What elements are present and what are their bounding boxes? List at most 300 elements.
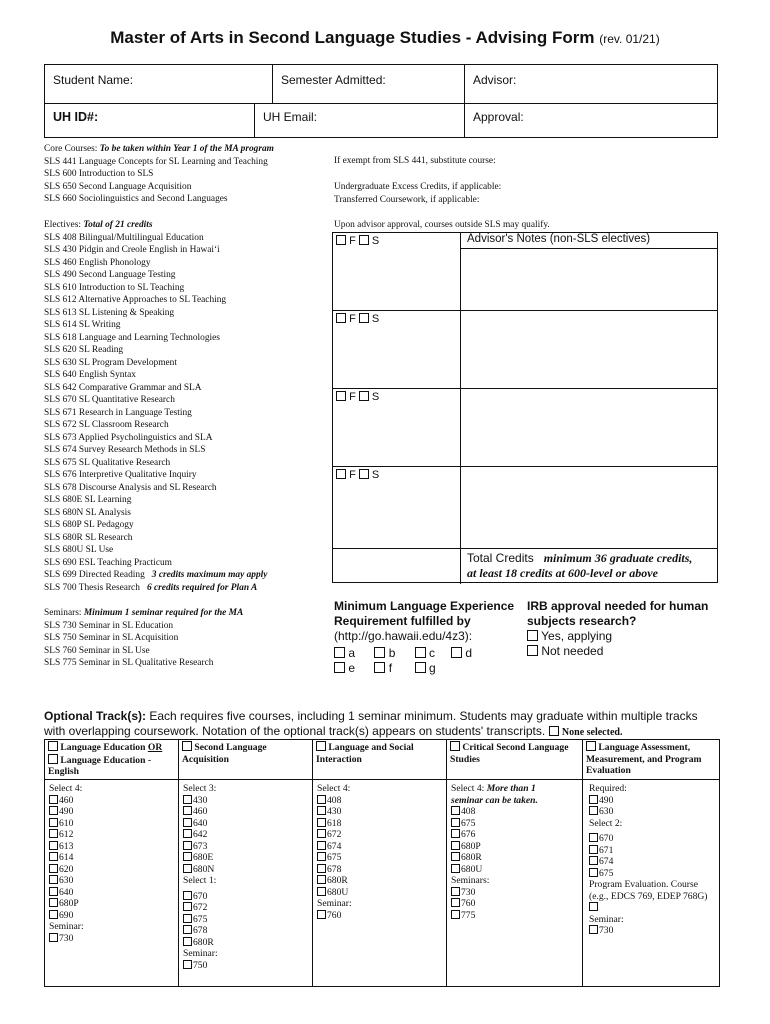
course-checkbox[interactable] bbox=[451, 818, 460, 827]
seminar-label: Seminar: bbox=[49, 921, 84, 932]
track-title-cont: Measurement, and Program bbox=[586, 753, 702, 765]
irb-yes-checkbox[interactable] bbox=[527, 630, 538, 641]
core-course: SLS 600 Introduction to SLS bbox=[44, 169, 154, 179]
option-g-checkbox[interactable] bbox=[415, 662, 426, 673]
course-number: 630 bbox=[59, 875, 74, 886]
irb-no-label: Not needed bbox=[541, 644, 604, 658]
course-number: 760 bbox=[461, 898, 476, 909]
uh-id-field[interactable]: UH ID#: bbox=[45, 103, 255, 137]
seminars-note: Minimum 1 seminar required for the MA bbox=[83, 608, 244, 618]
total-credits-note-1: minimum 36 graduate credits, bbox=[543, 551, 693, 565]
course-item bbox=[49, 933, 174, 945]
spring-label: S bbox=[371, 391, 380, 403]
course-checkbox[interactable] bbox=[317, 910, 326, 919]
seminar-label: Seminar: bbox=[589, 913, 624, 925]
course-item bbox=[317, 806, 442, 818]
total-credits-row bbox=[333, 549, 717, 584]
course-item bbox=[183, 960, 308, 972]
course-checkbox[interactable] bbox=[451, 829, 460, 838]
course-checkbox[interactable] bbox=[589, 833, 598, 842]
course-checkbox[interactable] bbox=[183, 806, 192, 815]
course-item bbox=[183, 829, 308, 841]
course-item bbox=[589, 806, 715, 818]
course-checkbox[interactable] bbox=[49, 864, 58, 873]
tracks-desc-1: Each requires five courses, including 1 seminar minimum. Students may graduate within multiple tracks bbox=[149, 709, 698, 723]
seminar-course: SLS 750 Seminar in SL Acquisition bbox=[44, 633, 179, 643]
notes-row-1-left bbox=[333, 233, 461, 310]
course-checkbox[interactable] bbox=[451, 841, 460, 850]
select-label: Select 4: bbox=[49, 783, 83, 794]
track-body bbox=[447, 783, 582, 921]
course-checkbox[interactable] bbox=[451, 864, 460, 873]
course-item bbox=[183, 806, 308, 818]
course-number: 673 bbox=[193, 840, 208, 852]
elective-course: SLS 680E SL Learning bbox=[44, 495, 132, 505]
course-item bbox=[317, 841, 442, 853]
spring-checkbox[interactable] bbox=[359, 469, 369, 479]
fall-checkbox[interactable] bbox=[336, 235, 346, 245]
course-number: 750 bbox=[193, 959, 208, 971]
elective-course: SLS 676 Interpretive Qualitative Inquiry bbox=[44, 470, 197, 480]
course-checkbox[interactable] bbox=[183, 864, 192, 873]
course-number: 612 bbox=[59, 829, 74, 840]
course-number: 430 bbox=[327, 806, 342, 817]
elective-course: SLS 430 Pidgin and Creole English in Hawaiʻi bbox=[44, 245, 220, 255]
course-item bbox=[183, 925, 308, 937]
course-number: 680U bbox=[461, 863, 483, 875]
elective-course: SLS 680R SL Research bbox=[44, 532, 133, 543]
track-language-education bbox=[45, 740, 179, 986]
elective-course: SLS 680N SL Analysis bbox=[44, 507, 131, 518]
fall-spring-checkboxes bbox=[336, 235, 379, 247]
course-checkbox[interactable] bbox=[451, 852, 460, 861]
course-checkbox[interactable] bbox=[183, 914, 192, 923]
course-item bbox=[317, 875, 442, 887]
course-number: 678 bbox=[327, 863, 342, 875]
course-number: 460 bbox=[59, 794, 74, 806]
thesis-note: 6 credits required for Plan A bbox=[146, 582, 258, 593]
fall-label: F bbox=[349, 391, 356, 403]
elective-course: SLS 618 Language and Learning Technologies bbox=[44, 332, 220, 343]
seminar-label: Seminar: bbox=[183, 948, 218, 959]
course-item bbox=[49, 795, 174, 807]
option-c-label: c bbox=[429, 646, 436, 660]
course-checkbox[interactable] bbox=[49, 933, 58, 942]
course-checkbox[interactable] bbox=[183, 937, 192, 946]
track-title-cont: English bbox=[48, 766, 79, 777]
track-title: Language Education - bbox=[60, 754, 152, 766]
select-label: Select 1: bbox=[183, 875, 217, 886]
notes-row-4 bbox=[333, 467, 717, 549]
semester-admitted-field[interactable]: Semester Admitted: bbox=[273, 65, 465, 103]
course-item bbox=[589, 795, 715, 807]
course-number: 408 bbox=[461, 806, 476, 817]
course-checkbox[interactable] bbox=[317, 887, 326, 896]
track-body bbox=[45, 783, 178, 944]
course-number: 671 bbox=[599, 844, 614, 856]
track-second-language-acquisition bbox=[179, 740, 313, 986]
course-number: 775 bbox=[461, 909, 476, 921]
course-item bbox=[49, 910, 174, 922]
option-d-checkbox[interactable] bbox=[451, 647, 462, 658]
program-eval-label: Program Evaluation. Course bbox=[589, 879, 698, 890]
course-checkbox[interactable] bbox=[183, 891, 192, 900]
spring-checkbox[interactable] bbox=[359, 235, 369, 245]
electives-note: Total of 21 credits bbox=[83, 220, 153, 230]
course-item bbox=[183, 795, 308, 807]
course-checkbox[interactable] bbox=[317, 852, 326, 861]
elective-course: SLS 680U SL Use bbox=[44, 545, 114, 555]
course-item bbox=[49, 806, 174, 818]
option-f-label: f bbox=[388, 661, 393, 675]
track-title: Second Language bbox=[194, 742, 267, 753]
notes-row-3 bbox=[333, 389, 717, 467]
course-number: 610 bbox=[59, 817, 74, 829]
spring-checkbox[interactable] bbox=[359, 391, 369, 401]
option-f-checkbox[interactable] bbox=[374, 662, 385, 673]
course-checkbox[interactable] bbox=[317, 829, 326, 838]
seminar-course: SLS 760 Seminar in SL Use bbox=[44, 645, 150, 656]
spring-checkbox[interactable] bbox=[359, 313, 369, 323]
course-checkbox[interactable] bbox=[317, 875, 326, 884]
course-item bbox=[49, 898, 174, 910]
page-title bbox=[0, 28, 770, 48]
course-checkbox[interactable] bbox=[183, 829, 192, 838]
course-item bbox=[183, 852, 308, 864]
irb-yes-label: Yes, applying bbox=[541, 629, 613, 643]
notes-row-4-left bbox=[333, 467, 461, 548]
course-checkbox[interactable] bbox=[49, 898, 58, 907]
course-number: 680N bbox=[193, 863, 215, 875]
course-number: 613 bbox=[59, 840, 74, 852]
course-item bbox=[589, 925, 715, 937]
fall-checkbox[interactable] bbox=[336, 469, 346, 479]
elective-course: SLS 610 Introduction to SL Teaching bbox=[44, 282, 185, 293]
course-item bbox=[317, 864, 442, 876]
fall-spring-checkboxes bbox=[336, 313, 379, 325]
course-item bbox=[49, 841, 174, 853]
program-eval-item bbox=[589, 902, 715, 914]
elective-course: SLS 673 Applied Psycholinguistics and SLA bbox=[44, 432, 213, 443]
course-number: 640 bbox=[193, 817, 208, 829]
student-name-field[interactable]: Student Name: bbox=[45, 65, 273, 103]
course-item bbox=[183, 864, 308, 876]
course-number: 430 bbox=[193, 794, 208, 806]
course-item bbox=[183, 891, 308, 903]
track-or: OR bbox=[147, 742, 163, 753]
course-item bbox=[451, 806, 578, 818]
course-number: 640 bbox=[59, 886, 74, 898]
tracks-table bbox=[44, 739, 720, 987]
track-title-cont: Acquisition bbox=[182, 753, 229, 765]
tracks-desc-2: with overlapping coursework. Notation of the optional track(s) appears on students' transcripts. bbox=[44, 723, 546, 738]
track-title: Critical Second Language bbox=[462, 742, 569, 753]
course-checkbox[interactable] bbox=[451, 887, 460, 896]
elective-course: SLS 613 SL Listening & Speaking bbox=[44, 307, 175, 318]
elective-course: SLS 614 SL Writing bbox=[44, 320, 121, 330]
approval-field[interactable]: Approval: bbox=[473, 110, 524, 124]
course-number: 618 bbox=[327, 817, 342, 829]
track-header bbox=[583, 740, 719, 780]
course-checkbox[interactable] bbox=[589, 925, 598, 934]
course-item bbox=[451, 898, 578, 910]
course-item bbox=[589, 856, 715, 868]
excess-credits-note: Undergraduate Excess Credits, if applicable: bbox=[334, 182, 502, 192]
spring-label: S bbox=[371, 313, 380, 325]
track-language-social-interaction bbox=[313, 740, 447, 986]
core-courses-section bbox=[44, 143, 274, 206]
uh-email-field[interactable]: UH Email: bbox=[255, 103, 465, 137]
track-body bbox=[583, 783, 719, 937]
electives-label: Electives: bbox=[44, 220, 81, 230]
course-number: 675 bbox=[193, 913, 208, 925]
course-number: 760 bbox=[327, 909, 342, 921]
notes-header: Advisor's Notes (non-SLS electives) bbox=[467, 233, 651, 245]
form-title: Master of Arts in Second Language Studies - Advising Form bbox=[110, 28, 595, 47]
course-item bbox=[589, 833, 715, 845]
course-number: 675 bbox=[327, 852, 342, 863]
fall-checkbox[interactable] bbox=[336, 313, 346, 323]
select-label: Select 2: bbox=[589, 817, 623, 829]
elective-course: SLS 678 Discourse Analysis and SL Research bbox=[44, 482, 217, 493]
program-eval-checkbox[interactable] bbox=[589, 902, 598, 911]
course-item bbox=[589, 845, 715, 857]
course-number: 490 bbox=[599, 794, 614, 806]
directed-reading-note: 3 credits maximum may apply bbox=[151, 570, 268, 580]
course-checkbox[interactable] bbox=[589, 856, 598, 865]
course-checkbox[interactable] bbox=[317, 795, 326, 804]
course-item bbox=[317, 795, 442, 807]
option-b-checkbox[interactable] bbox=[374, 647, 385, 658]
course-item bbox=[451, 887, 578, 899]
fall-checkbox[interactable] bbox=[336, 391, 346, 401]
course-checkbox[interactable] bbox=[317, 818, 326, 827]
elective-course: SLS 642 Comparative Grammar and SLA bbox=[44, 382, 202, 393]
course-checkbox[interactable] bbox=[183, 925, 192, 934]
course-item bbox=[183, 937, 308, 949]
course-checkbox[interactable] bbox=[451, 898, 460, 907]
course-checkbox[interactable] bbox=[183, 960, 192, 969]
track-checkbox[interactable] bbox=[48, 754, 58, 764]
language-options-row-1 bbox=[334, 646, 514, 661]
course-number: 730 bbox=[59, 932, 74, 944]
course-number: 460 bbox=[193, 806, 208, 817]
irb-title-1: IRB approval needed for human bbox=[527, 599, 709, 613]
track-checkbox[interactable] bbox=[316, 741, 326, 751]
notes-row-2-left bbox=[333, 311, 461, 388]
course-number: 672 bbox=[327, 829, 342, 840]
course-checkbox[interactable] bbox=[589, 806, 598, 815]
total-credits-text bbox=[467, 551, 692, 581]
seminars-label: Seminars: bbox=[44, 608, 82, 618]
course-number: 680E bbox=[193, 852, 214, 863]
track-header bbox=[179, 740, 312, 780]
fall-spring-checkboxes bbox=[336, 391, 379, 403]
course-checkbox[interactable] bbox=[49, 910, 58, 919]
track-checkbox[interactable] bbox=[450, 741, 460, 751]
fall-label: F bbox=[349, 313, 356, 325]
language-req-title-1: Minimum Language Experience bbox=[334, 599, 515, 613]
course-item bbox=[183, 902, 308, 914]
advisor-field[interactable]: Advisor: bbox=[473, 73, 517, 87]
notes-row-2 bbox=[333, 311, 717, 389]
course-number: 680P bbox=[461, 840, 481, 852]
course-checkbox[interactable] bbox=[183, 852, 192, 861]
tracks-label: Optional Track(s): bbox=[44, 709, 147, 723]
course-checkbox[interactable] bbox=[317, 806, 326, 815]
core-course: SLS 660 Sociolinguistics and Second Languages bbox=[44, 194, 228, 204]
course-checkbox[interactable] bbox=[451, 910, 460, 919]
notes-row-1 bbox=[333, 233, 717, 311]
course-item bbox=[317, 818, 442, 830]
spring-label: S bbox=[371, 469, 380, 481]
seminar-course: SLS 775 Seminar in SL Qualitative Research bbox=[44, 658, 214, 668]
track-title-cont: Studies bbox=[450, 753, 480, 765]
transferred-note: Transferred Coursework, if applicable: bbox=[334, 195, 480, 205]
language-req-url: (http://go.hawaii.edu/4z3): bbox=[334, 629, 473, 643]
track-header bbox=[447, 740, 582, 780]
course-checkbox[interactable] bbox=[589, 868, 598, 877]
course-checkbox[interactable] bbox=[589, 845, 598, 854]
course-item bbox=[451, 841, 578, 853]
option-c-checkbox[interactable] bbox=[415, 647, 426, 658]
select-note: More than 1 bbox=[486, 783, 536, 794]
seminar-label: Seminar: bbox=[317, 898, 352, 909]
course-item bbox=[317, 852, 442, 864]
course-checkbox[interactable] bbox=[49, 841, 58, 850]
elective-course: SLS 680P SL Pedagogy bbox=[44, 520, 134, 530]
fall-label: F bbox=[349, 235, 356, 247]
course-item bbox=[589, 868, 715, 880]
course-number: 674 bbox=[327, 840, 342, 852]
course-item bbox=[49, 875, 174, 887]
course-checkbox[interactable] bbox=[49, 795, 58, 804]
core-course: SLS 650 Second Language Acquisition bbox=[44, 181, 192, 192]
track-checkbox[interactable] bbox=[48, 741, 58, 751]
course-number: 674 bbox=[599, 856, 614, 867]
course-item bbox=[49, 829, 174, 841]
course-number: 680P bbox=[59, 898, 79, 909]
course-item bbox=[49, 864, 174, 876]
course-item bbox=[49, 887, 174, 899]
course-number: 730 bbox=[599, 925, 614, 936]
course-item bbox=[451, 864, 578, 876]
course-checkbox[interactable] bbox=[49, 829, 58, 838]
elective-course: SLS 675 SL Qualitative Research bbox=[44, 457, 171, 468]
select-note-cont: seminar can be taken. bbox=[451, 794, 538, 806]
course-number: 675 bbox=[599, 867, 614, 879]
irb-no-checkbox[interactable] bbox=[527, 645, 538, 656]
option-d-label: d bbox=[465, 646, 473, 660]
elective-course: SLS 460 English Phonology bbox=[44, 257, 151, 268]
total-credits-left bbox=[333, 549, 461, 584]
course-number: 680R bbox=[193, 936, 214, 948]
course-number: 680R bbox=[327, 875, 348, 886]
course-checkbox[interactable] bbox=[317, 841, 326, 850]
seminar-label: Seminars: bbox=[451, 875, 490, 886]
course-checkbox[interactable] bbox=[49, 875, 58, 884]
track-title-cont: Evaluation bbox=[586, 765, 631, 776]
elective-course: SLS 612 Alternative Approaches to SL Teaching bbox=[44, 295, 227, 305]
course-item bbox=[451, 852, 578, 864]
irb-title-2: subjects research? bbox=[527, 614, 637, 628]
course-checkbox[interactable] bbox=[183, 818, 192, 827]
track-checkbox[interactable] bbox=[586, 741, 596, 751]
course-item bbox=[183, 841, 308, 853]
course-checkbox[interactable] bbox=[317, 864, 326, 873]
total-credits-label: Total Credits bbox=[467, 551, 534, 565]
fall-spring-checkboxes bbox=[336, 469, 379, 481]
none-selected-checkbox[interactable] bbox=[549, 726, 559, 736]
language-options-row-2 bbox=[334, 661, 514, 676]
elective-course: SLS 671 Research in Language Testing bbox=[44, 407, 192, 418]
option-e-checkbox[interactable] bbox=[334, 662, 345, 673]
course-checkbox[interactable] bbox=[49, 852, 58, 861]
elective-course: SLS 674 Survey Research Methods in SLS bbox=[44, 445, 206, 455]
option-b-label: b bbox=[388, 646, 396, 660]
course-item bbox=[451, 818, 578, 830]
course-number: 672 bbox=[193, 902, 208, 913]
core-course: SLS 441 Language Concepts for SL Learning and Teaching bbox=[44, 156, 268, 167]
course-checkbox[interactable] bbox=[183, 795, 192, 804]
course-checkbox[interactable] bbox=[451, 806, 460, 815]
elective-course: SLS 490 Second Language Testing bbox=[44, 270, 176, 280]
option-a-checkbox[interactable] bbox=[334, 647, 345, 658]
course-checkbox[interactable] bbox=[49, 806, 58, 815]
track-title-cont: Interaction bbox=[316, 753, 362, 765]
track-header bbox=[313, 740, 446, 780]
total-credits-note-2: at least 18 credits at 600-level or above bbox=[467, 566, 658, 580]
language-req-title-2: Requirement fulfilled by bbox=[334, 614, 471, 628]
course-checkbox[interactable] bbox=[183, 902, 192, 911]
track-checkbox[interactable] bbox=[182, 741, 192, 751]
select-label: Select 4: bbox=[451, 783, 485, 794]
irb-section bbox=[527, 599, 708, 659]
elective-course: SLS 630 SL Program Development bbox=[44, 357, 177, 368]
course-item bbox=[183, 914, 308, 926]
option-e-label: e bbox=[348, 661, 356, 675]
course-checkbox[interactable] bbox=[589, 795, 598, 804]
track-title: Language Education bbox=[60, 742, 146, 753]
course-checkbox[interactable] bbox=[49, 887, 58, 896]
course-number: 670 bbox=[599, 833, 614, 844]
notes-row-3-left bbox=[333, 389, 461, 466]
course-checkbox[interactable] bbox=[49, 818, 58, 827]
course-item bbox=[183, 818, 308, 830]
electives-section bbox=[44, 219, 267, 594]
exempt-note: If exempt from SLS 441, substitute course: bbox=[334, 156, 496, 166]
track-critical-sl-studies bbox=[447, 740, 583, 986]
course-number: 408 bbox=[327, 794, 342, 806]
course-number: 620 bbox=[59, 863, 74, 875]
revision-label: (rev. 01/21) bbox=[599, 32, 660, 46]
track-body bbox=[179, 783, 312, 971]
spring-label: S bbox=[371, 235, 380, 247]
track-title: Language Assessment, bbox=[598, 742, 691, 753]
elective-course: SLS 699 Directed Reading bbox=[44, 570, 145, 580]
info-row-1 bbox=[45, 65, 717, 104]
course-number: 630 bbox=[599, 806, 614, 817]
elective-course: SLS 408 Bilingual/Multilingual Education bbox=[44, 232, 204, 243]
track-title: Language and Social bbox=[328, 742, 414, 753]
required-label: Required: bbox=[589, 783, 627, 794]
course-checkbox[interactable] bbox=[183, 841, 192, 850]
elective-course: SLS 640 English Syntax bbox=[44, 370, 136, 380]
language-requirement-section bbox=[334, 599, 514, 676]
student-info-box bbox=[44, 64, 718, 138]
course-item bbox=[317, 887, 442, 899]
tracks-intro bbox=[44, 709, 734, 740]
